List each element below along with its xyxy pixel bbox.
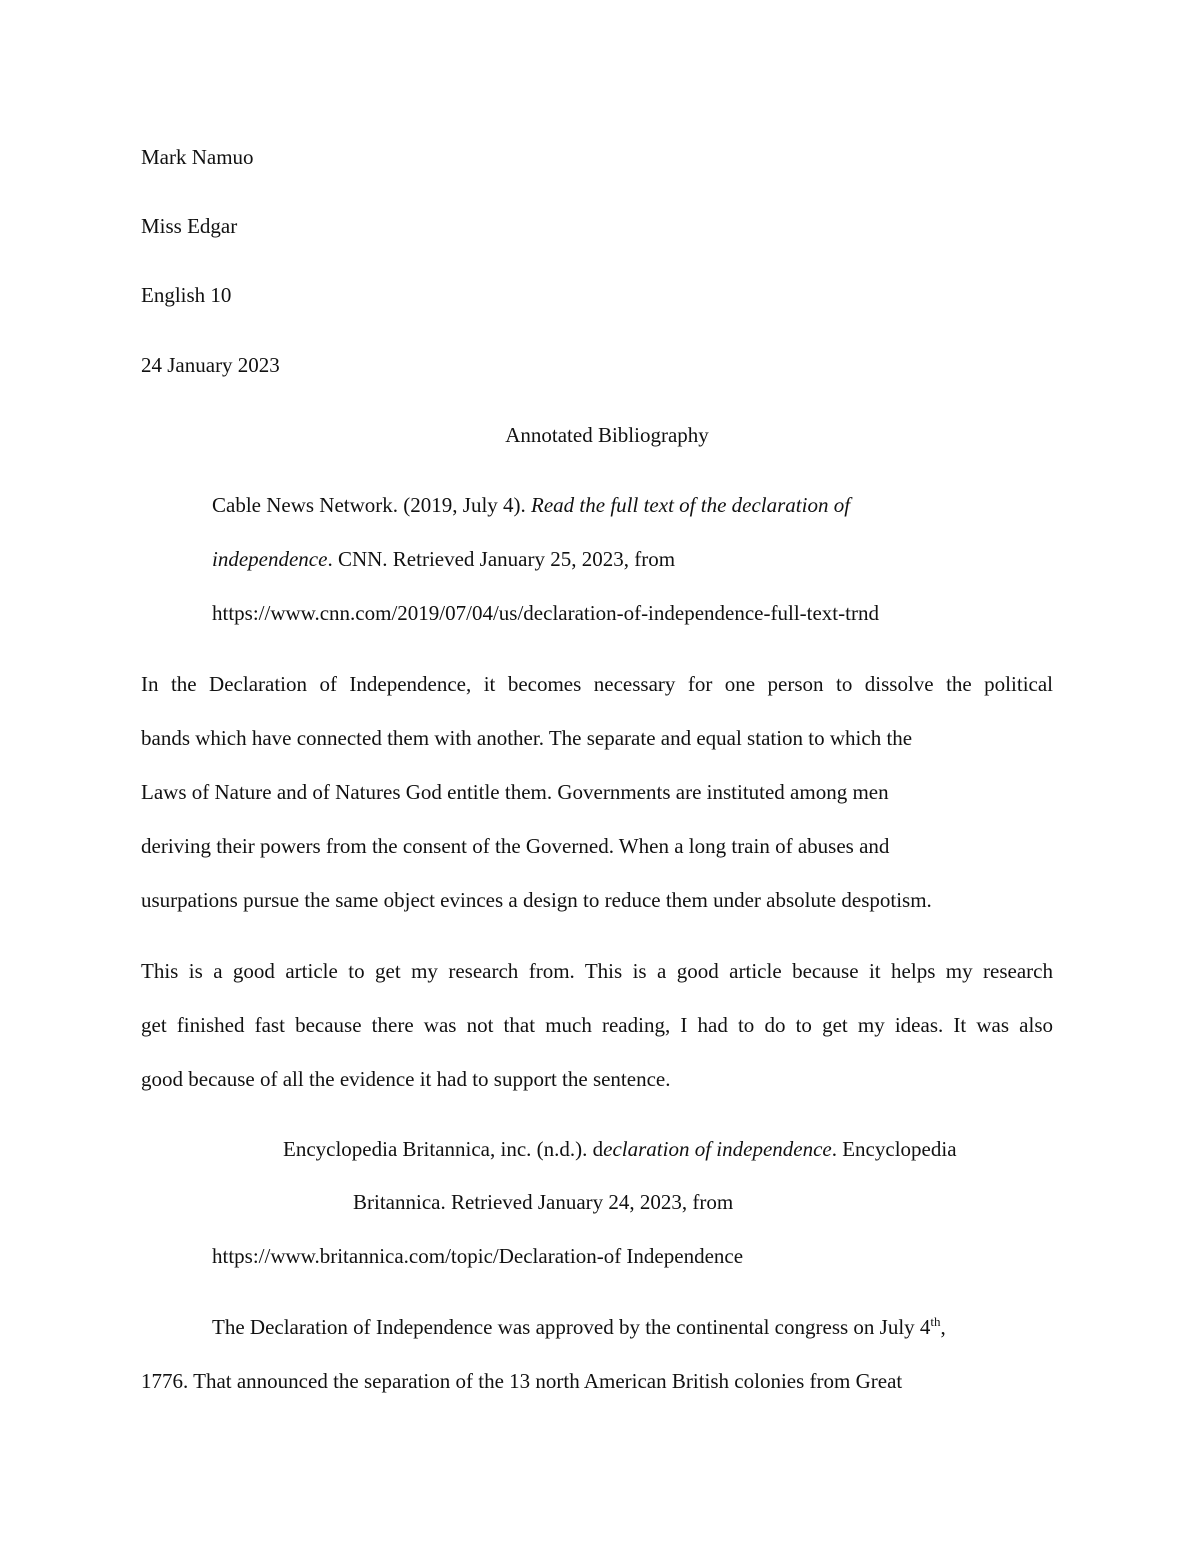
summary-1-line-1: In the Declaration of Independence, it becomes necessary for one person to dissolve the political <box>141 672 1053 696</box>
course-name: English 10 <box>141 283 232 307</box>
citation-1-url: https://www.cnn.com/2019/07/04/us/declaration-of-independence-full-text-trnd <box>212 601 879 625</box>
citation-1-line-2 <box>212 549 675 570</box>
citation-1-title-part-2: independence <box>212 547 328 571</box>
student-name: Mark Namuo <box>141 145 254 169</box>
citation-2-suffix: . Encyclopedia <box>831 1137 957 1161</box>
teacher-name: Miss Edgar <box>141 214 238 238</box>
ordinal-suffix: th <box>930 1314 941 1329</box>
citation-2-title: eclaration of independence <box>603 1137 832 1161</box>
citation-1-suffix: . CNN. Retrieved January 25, 2023, from <box>327 547 676 571</box>
evaluation-1-line-1: This is a good article to get my research from. This is a good article because it helps my research <box>141 959 1053 983</box>
summary-1-line-4: deriving their powers from the consent of the Governed. When a long train of abuses and <box>141 834 890 858</box>
summary-1-line-3: Laws of Nature and of Natures God entitle them. Governments are instituted among men <box>141 780 889 804</box>
citation-2-line-1 <box>283 1139 957 1160</box>
summary-2-line-1-text: The Declaration of Independence was approved by the continental congress on July 4 <box>212 1315 931 1339</box>
citation-1-line-1 <box>212 495 850 516</box>
evaluation-1-line-3: good because of all the evidence it had to support the sentence. <box>141 1067 671 1091</box>
summary-1-line-5: usurpations pursue the same object evinces a design to reduce them under absolute despotism. <box>141 888 932 912</box>
citation-2-prefix: Encyclopedia Britannica, inc. (n.d.). d <box>283 1137 604 1161</box>
citation-2-line-2: Britannica. Retrieved January 24, 2023, from <box>353 1190 734 1214</box>
summary-2-line-1 <box>212 1314 946 1339</box>
citation-1-title-part-1: Read the full text of the declaration of <box>531 493 851 517</box>
citation-1-prefix: Cable News Network. (2019, July 4). <box>212 493 532 517</box>
summary-2-line-2: 1776. That announced the separation of the 13 north American British colonies from Great <box>141 1369 903 1393</box>
summary-1-line-2: bands which have connected them with another. The separate and equal station to which the <box>141 726 913 750</box>
citation-2-url: https://www.britannica.com/topic/Declaration-of Independence <box>212 1244 744 1268</box>
evaluation-1-line-2: get finished fast because there was not that much reading, I had to do to get my ideas. It was also <box>141 1013 1053 1037</box>
summary-2-line-1-comma: , <box>940 1315 946 1339</box>
document-date: 24 January 2023 <box>141 353 280 377</box>
page-title: Annotated Bibliography <box>505 423 709 447</box>
